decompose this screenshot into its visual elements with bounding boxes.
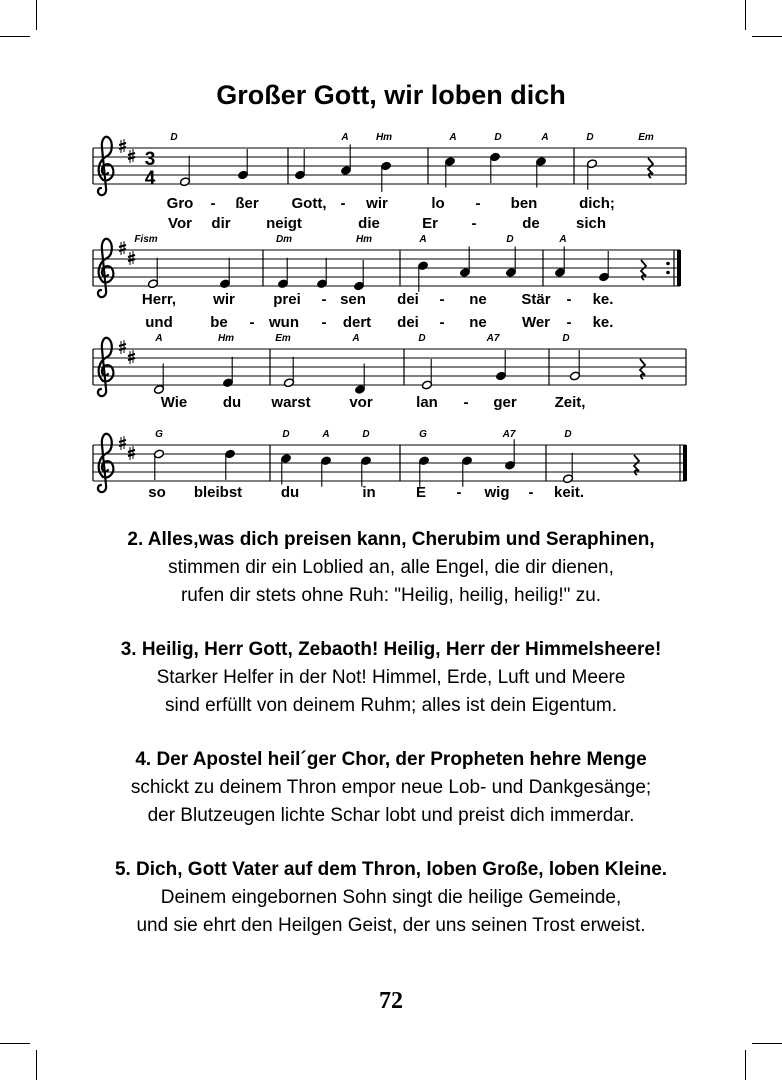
verse-line: rufen dir stets ohne Ruh: "Heilig, heilig, heilig!" zu.: [180, 585, 602, 606]
crop-mark: [752, 1043, 782, 1044]
lyric-syllable: wig: [484, 484, 510, 501]
time-signature-top: 3: [144, 149, 156, 170]
lyric-syllable: dir: [211, 215, 231, 232]
verse-2: [0, 526, 782, 610]
music-system-3: [93, 333, 686, 411]
chord-symbol: A: [341, 132, 349, 143]
music-system-1: [93, 132, 686, 232]
lyric-syllable: lo: [431, 195, 445, 212]
crop-mark: [0, 1043, 30, 1044]
lyric-syllable: E: [415, 484, 427, 501]
lyric-syllable: so: [148, 484, 166, 501]
chord-symbol: D: [494, 132, 502, 143]
lyric-syllable: ßer: [235, 195, 259, 212]
chord-symbol: D: [586, 132, 594, 143]
key-signature-sharps-icon: [119, 340, 135, 364]
lyric-syllable: warst: [271, 394, 311, 411]
key-signature-sharps-icon: [119, 139, 135, 163]
verse-line: 4. Der Apostel heil´ger Chor, der Propheten hehre Menge: [135, 749, 647, 770]
chord-symbol: Dm: [275, 234, 293, 245]
key-signature-sharps-icon: [119, 436, 135, 460]
lyric-syllable: lan: [416, 394, 438, 411]
lyric-syllable: Gott,: [291, 195, 327, 212]
verse-5: [0, 856, 782, 940]
lyric-syllable: wun: [269, 314, 299, 331]
final-barline: [677, 250, 681, 286]
verses: [0, 526, 782, 966]
lyric-syllable: du: [280, 484, 300, 501]
chord-symbol: D: [564, 429, 572, 440]
lyric-syllable: die: [358, 215, 380, 232]
lyric-syllable: Wer: [521, 314, 551, 331]
crop-mark: [745, 1050, 746, 1080]
lyric-syllable: -: [475, 195, 481, 212]
chord-symbol: A: [541, 132, 549, 143]
chord-symbol: A: [449, 132, 457, 143]
chord-symbol: A: [419, 234, 427, 245]
lyric-syllable: -: [566, 291, 572, 308]
lyric-syllable: Stär: [521, 291, 551, 308]
chord-symbol: Hm: [217, 333, 235, 344]
lyric-syllable: -: [321, 291, 327, 308]
chord-symbol: D: [418, 333, 426, 344]
lyric-syllable: sen: [340, 291, 366, 308]
lyric-syllable: vor: [349, 394, 373, 411]
key-signature-sharps-icon: [119, 241, 135, 265]
lyric-syllable: dei: [397, 314, 419, 331]
chord-symbol: A7: [486, 333, 500, 344]
chord-symbol: A: [352, 333, 360, 344]
lyric-syllable: -: [463, 394, 469, 411]
chord-symbol: D: [506, 234, 514, 245]
verse-line: der Blutzeugen lichte Schar lobt und preist dich immerdar.: [147, 805, 635, 826]
lyric-syllable: be: [210, 314, 228, 331]
lyric-syllable: dei: [397, 291, 419, 308]
chord-symbol: D: [562, 333, 570, 344]
verse-3: [0, 636, 782, 720]
lyric-syllable: du: [222, 394, 242, 411]
chord-symbol: Em: [638, 132, 654, 143]
lyric-syllable: Er: [422, 215, 438, 232]
chord-symbol: D: [282, 429, 290, 440]
lyric-syllable: -: [471, 215, 477, 232]
chord-symbol: A7: [502, 429, 516, 440]
chord-symbol: Fism: [134, 234, 158, 245]
lyric-syllable: -: [456, 484, 462, 501]
lyric-syllable: dert: [342, 314, 372, 331]
time-signature-bottom: 4: [144, 168, 156, 189]
crop-mark: [36, 1050, 37, 1080]
lyric-syllable: prei: [273, 291, 301, 308]
lyric-syllable: ger: [493, 394, 517, 411]
lyric-syllable: bleibst: [193, 484, 243, 501]
lyric-syllable: Zeit,: [554, 394, 586, 411]
lyric-syllable: -: [566, 314, 572, 331]
chord-symbol: G: [155, 429, 163, 440]
verse-line: Deinem eingebornen Sohn singt die heilige Gemeinde,: [160, 887, 622, 908]
lyric-syllable: de: [522, 215, 540, 232]
verse-line: und sie ehrt den Heilgen Geist, der uns seinen Trost erweist.: [136, 915, 646, 936]
song-title: Großer Gott, wir loben dich: [216, 80, 566, 110]
chord-symbol: Hm: [355, 234, 373, 245]
lyric-syllable: -: [249, 314, 255, 331]
lyric-syllable: Wie: [160, 394, 188, 411]
lyric-syllable: und: [145, 314, 173, 331]
verse-line: 3. Heilig, Herr Gott, Zebaoth! Heilig, Herr der Himmelsheere!: [120, 639, 662, 660]
chord-symbol: A: [559, 234, 567, 245]
lyric-syllable: -: [439, 291, 445, 308]
lyric-syllable: ne: [469, 291, 487, 308]
lyric-syllable: keit.: [553, 484, 585, 501]
chord-symbol: Hm: [375, 132, 393, 143]
verse-line: Starker Helfer in der Not! Himmel, Erde, Luft und Meere: [156, 667, 626, 688]
lyric-syllable: -: [210, 195, 216, 212]
chord-symbol: Em: [275, 333, 291, 344]
lyric-syllable: Vor: [168, 215, 192, 232]
sheet-music: [0, 0, 782, 520]
final-barline: [683, 445, 687, 481]
music-system-2: [93, 234, 681, 331]
lyric-syllable: -: [528, 484, 534, 501]
lyric-syllable: Gro: [166, 195, 194, 212]
music-system-4: [93, 429, 687, 501]
lyric-syllable: in: [362, 484, 376, 501]
verse-line: schickt zu deinem Thron empor neue Lob- und Dankgesänge;: [130, 777, 652, 798]
lyric-syllable: ben: [510, 195, 538, 212]
chord-symbol: D: [170, 132, 178, 143]
lyric-syllable: dich;: [579, 195, 615, 212]
repeat-dot: [666, 262, 670, 266]
chord-symbol: A: [322, 429, 330, 440]
lyric-syllable: ke.: [592, 291, 614, 308]
lyric-syllable: ne: [469, 314, 487, 331]
verse-line: sind erfüllt von deinem Ruhm; alles ist dein Eigentum.: [164, 695, 617, 716]
verse-line: 2. Alles,was dich preisen kann, Cherubim und Seraphinen,: [127, 529, 655, 550]
page-number: 72: [379, 988, 403, 1014]
lyric-syllable: ke.: [592, 314, 614, 331]
chord-symbol: G: [419, 429, 427, 440]
lyric-syllable: neigt: [266, 215, 302, 232]
verse-4: [0, 746, 782, 830]
verse-line: stimmen dir ein Loblied an, alle Engel, die dir dienen,: [168, 557, 614, 578]
lyric-syllable: -: [321, 314, 327, 331]
verse-line: 5. Dich, Gott Vater auf dem Thron, loben Große, loben Kleine.: [114, 859, 668, 880]
lyric-syllable: -: [439, 314, 445, 331]
lyric-syllable: sich: [575, 215, 607, 232]
chord-symbol: A: [155, 333, 163, 344]
lyric-syllable: -: [340, 195, 346, 212]
lyric-syllable: wir: [213, 291, 235, 308]
repeat-dot: [666, 271, 670, 275]
lyric-syllable: Herr,: [141, 291, 177, 308]
lyric-syllable: wir: [366, 195, 388, 212]
chord-symbol: D: [362, 429, 370, 440]
